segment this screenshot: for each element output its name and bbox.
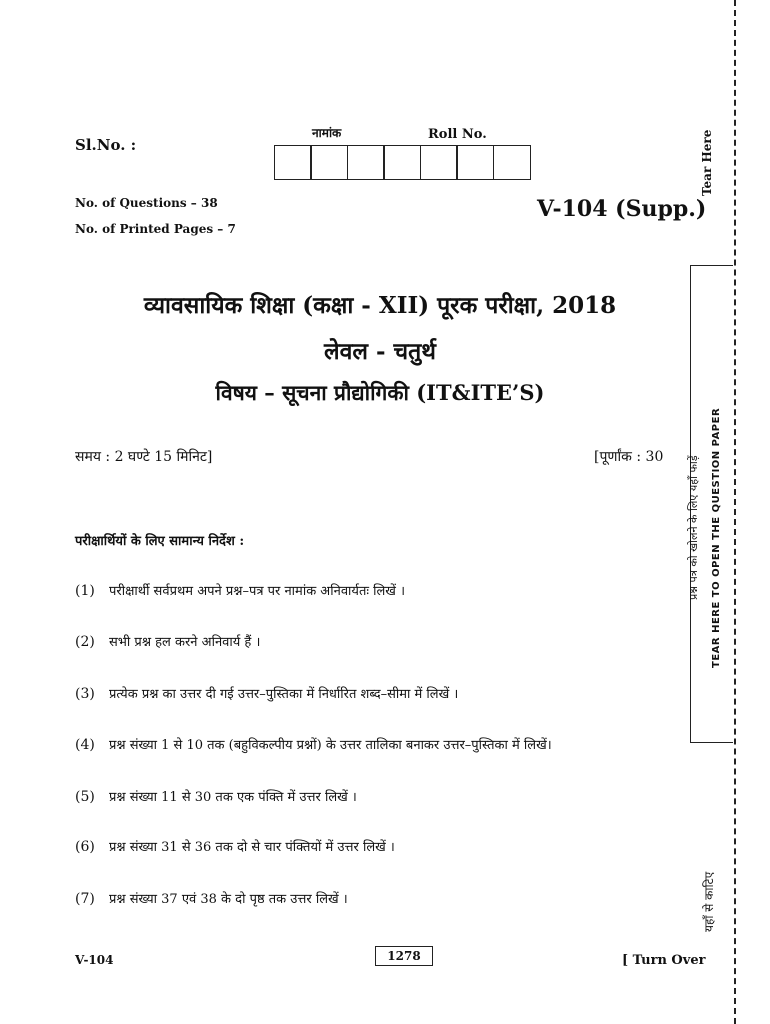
instruction-number: (3): [75, 686, 95, 702]
roll-box: [347, 145, 385, 180]
instruction-item: [75, 837, 395, 855]
max-marks: [पूर्णांक : 30: [594, 449, 664, 465]
turn-over-label: [ Turn Over: [622, 953, 706, 968]
roll-number-boxes: [275, 145, 531, 180]
instruction-text: सभी प्रश्न हल करने अनिवार्य हैं ।: [109, 635, 261, 650]
footer-paper-code: V-104: [75, 953, 114, 967]
title-line-2: लेवल - चतुर्थ: [324, 338, 436, 365]
roll-box: [493, 145, 531, 180]
instructions-heading: परीक्षार्थियों के लिए सामान्य निर्देश :: [75, 534, 245, 549]
instruction-number: (7): [75, 891, 95, 907]
instruction-text: प्रश्न संख्या 1 से 10 तक (बहुविकल्पीय प्रश्नों) के उत्तर तालिका बनाकर उत्तर–पुस्तिका में लिखें।: [109, 738, 552, 753]
instruction-text: परीक्षार्थी सर्वप्रथम अपने प्रश्न–पत्र पर नामांक अनिवार्यतः लिखें ।: [109, 584, 405, 599]
instruction-text: प्रश्न संख्या 11 से 30 तक एक पंक्ति में उत्तर लिखें ।: [109, 790, 357, 805]
instruction-number: (2): [75, 634, 95, 650]
roll-box: [456, 145, 494, 180]
paper-code: V-104 (Supp.): [537, 196, 707, 222]
title-line-1: व्यावसायिक शिक्षा (कक्षा - XII) पूरक परीक्षा, 2018: [143, 292, 617, 319]
instruction-number: (6): [75, 839, 95, 855]
instruction-text: प्रश्न संख्या 31 से 36 तक दो से चार पंक्तियों में उत्तर लिखें ।: [109, 840, 395, 855]
instruction-item: [75, 889, 348, 907]
roll-box: [310, 145, 348, 180]
roll-label-english: Roll No.: [428, 127, 487, 142]
cut-here-label: यहाँ से काटिए: [702, 871, 716, 932]
questions-count: No. of Questions – 38: [75, 196, 218, 210]
roll-box: [420, 145, 458, 180]
sl-no-label: Sl.No. :: [75, 136, 137, 154]
instruction-number: (4): [75, 737, 95, 753]
printed-pages: No. of Printed Pages – 7: [75, 222, 236, 236]
tear-panel-english: TEAR HERE TO OPEN THE QUESTION PAPER: [711, 407, 722, 668]
instruction-number: (5): [75, 789, 95, 805]
roll-label-hindi: नामांक: [312, 126, 342, 140]
instruction-item: [75, 581, 405, 599]
exam-time: समय : 2 घण्टे 15 मिनिट]: [75, 449, 213, 465]
instruction-item: [75, 735, 552, 753]
instruction-item: [75, 787, 357, 805]
instruction-text: प्रश्न संख्या 37 एवं 38 के दो पृष्ठ तक उत्तर लिखें ।: [109, 892, 348, 907]
instruction-number: (1): [75, 583, 95, 599]
booklet-code: 1278: [375, 946, 433, 966]
tear-panel-hindi: प्रश्न पत्र को खोलने के लिए यहाँ फाड़ें: [687, 455, 700, 600]
instruction-item: [75, 684, 458, 702]
roll-box: [274, 145, 312, 180]
instruction-item: [75, 632, 260, 650]
tear-dashed-line: [734, 0, 736, 1024]
instruction-text: प्रत्येक प्रश्न का उत्तर दी गई उत्तर–पुस्तिका में निर्धारित शब्द–सीमा में लिखें ।: [109, 687, 459, 702]
roll-box: [383, 145, 421, 180]
tear-here-label: Tear Here: [700, 129, 714, 196]
title-line-3: विषय – सूचना प्रौद्योगिकी (IT&ITE’S): [215, 380, 545, 405]
